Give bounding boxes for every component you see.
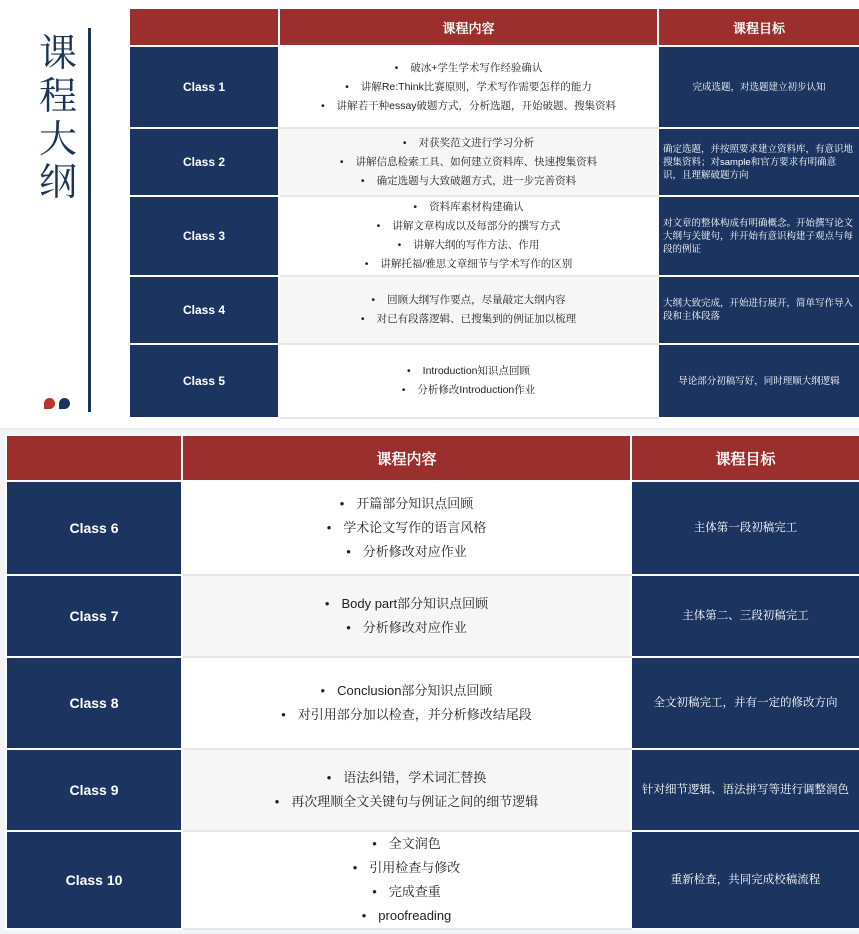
content-cell bbox=[182, 657, 631, 749]
content-bullet: • 对获奖范文进行学习分析 bbox=[280, 134, 657, 153]
content-bullet: • 资料库素材构建确认 bbox=[280, 198, 657, 217]
goal-cell: 大纲大致完成，开始进行展开，简单写作导入段和主体段落 bbox=[658, 276, 859, 344]
table-row bbox=[6, 657, 859, 749]
header-spacer bbox=[129, 8, 279, 46]
goal-cell: 重新检查，共同完成校稿流程 bbox=[631, 831, 859, 929]
content-cell bbox=[182, 481, 631, 575]
goal-cell: 针对细节逻辑、语法拼写等进行调整润色 bbox=[631, 749, 859, 831]
content-bullet: • 学术论文写作的语言风格 bbox=[183, 516, 630, 540]
goal-cell: 主体第一段初稿完工 bbox=[631, 481, 859, 575]
title-divider bbox=[88, 28, 91, 412]
red-dot-icon bbox=[44, 398, 55, 409]
class-label: Class 1 bbox=[129, 46, 279, 128]
class-label: Class 7 bbox=[6, 575, 182, 657]
goal-cell: 确定选题，并按照要求建立资料库，有意识地搜集资料；对sample和官方要求有明确意识，且理解破题方向 bbox=[658, 128, 859, 196]
content-bullet: • 完成查重 bbox=[183, 880, 630, 904]
content-bullet: • 全文润色 bbox=[183, 832, 630, 856]
slide-title: 课程大纲 bbox=[38, 31, 77, 204]
content-cell bbox=[279, 46, 658, 128]
table-row bbox=[6, 831, 859, 929]
class-label: Class 5 bbox=[129, 344, 279, 418]
class-label: Class 3 bbox=[129, 196, 279, 276]
content-bullet: • 分析修改对应作业 bbox=[183, 540, 630, 564]
content-bullet: • 引用检查与修改 bbox=[183, 856, 630, 880]
table-row bbox=[6, 749, 859, 831]
content-bullet: • 对引用部分加以检查，并分析修改结尾段 bbox=[183, 703, 630, 727]
content-bullet: • 讲解托福/雅思文章细节与学术写作的区别 bbox=[280, 255, 657, 274]
content-bullet: • 讲解Re:Think比赛原则，学术写作需要怎样的能力 bbox=[280, 78, 657, 97]
class-label: Class 2 bbox=[129, 128, 279, 196]
header-goal: 课程目标 bbox=[631, 435, 859, 481]
content-bullet: • 对已有段落逻辑、已搜集到的例证加以梳理 bbox=[280, 310, 657, 329]
table-row bbox=[6, 575, 859, 657]
header-content: 课程内容 bbox=[279, 8, 658, 46]
class-label: Class 6 bbox=[6, 481, 182, 575]
content-bullet: • Body part部分知识点回顾 bbox=[183, 592, 630, 616]
content-bullet: • proofreading bbox=[183, 904, 630, 928]
content-cell bbox=[182, 749, 631, 831]
sidebar bbox=[0, 0, 128, 428]
class-label: Class 9 bbox=[6, 749, 182, 831]
goal-cell: 对文章的整体构成有明确概念。开始撰写论文大纲与关键句，并开始有意识构建子观点与每段的例证 bbox=[658, 196, 859, 276]
content-bullet: • 语法纠错，学术词汇替换 bbox=[183, 766, 630, 790]
content-bullet: • 分析修改对应作业 bbox=[183, 616, 630, 640]
goal-cell: 导论部分初稿写好，同时理顺大纲逻辑 bbox=[658, 344, 859, 418]
content-bullet: • 讲解信息检索工具、如何建立资料库、快速搜集资料 bbox=[280, 153, 657, 172]
content-bullet: • 分析修改Introduction作业 bbox=[280, 381, 657, 400]
content-bullet: • Introduction知识点回顾 bbox=[280, 362, 657, 381]
content-bullet: • 开篇部分知识点回顾 bbox=[183, 492, 630, 516]
content-cell bbox=[279, 344, 658, 418]
content-cell bbox=[279, 196, 658, 276]
header-content: 课程内容 bbox=[182, 435, 631, 481]
table-row bbox=[129, 276, 859, 344]
content-cell bbox=[279, 276, 658, 344]
syllabus-table-top bbox=[128, 7, 859, 419]
class-label: Class 4 bbox=[129, 276, 279, 344]
content-bullet: • 再次理顺全文关键句与例证之间的细节逻辑 bbox=[183, 790, 630, 814]
goal-cell: 完成选题，对选题建立初步认知 bbox=[658, 46, 859, 128]
content-bullet: • 讲解文章构成以及每部分的撰写方式 bbox=[280, 217, 657, 236]
content-cell bbox=[279, 128, 658, 196]
table-row bbox=[6, 481, 859, 575]
table-row bbox=[129, 196, 859, 276]
content-bullet: • 讲解若干种essay破题方式，分析选题，开始破题、搜集资料 bbox=[280, 97, 657, 116]
table-row bbox=[129, 128, 859, 196]
class-label: Class 8 bbox=[6, 657, 182, 749]
goal-cell: 主体第二、三段初稿完工 bbox=[631, 575, 859, 657]
class-label: Class 10 bbox=[6, 831, 182, 929]
goal-cell: 全文初稿完工，并有一定的修改方向 bbox=[631, 657, 859, 749]
syllabus-table-bottom bbox=[5, 434, 859, 930]
content-bullet: • Conclusion部分知识点回顾 bbox=[183, 679, 630, 703]
content-bullet: • 回顾大纲写作要点，尽量敲定大纲内容 bbox=[280, 291, 657, 310]
content-bullet: • 破冰+学生学术写作经验确认 bbox=[280, 59, 657, 78]
table-row bbox=[129, 46, 859, 128]
content-bullet: • 确定选题与大致破题方式，进一步完善资料 bbox=[280, 172, 657, 191]
content-bullet: • 讲解大纲的写作方法、作用 bbox=[280, 236, 657, 255]
table-row bbox=[129, 344, 859, 418]
bottom-slide bbox=[0, 430, 859, 934]
top-slide bbox=[0, 0, 859, 428]
navy-dot-icon bbox=[59, 398, 70, 409]
content-cell bbox=[182, 831, 631, 929]
content-cell bbox=[182, 575, 631, 657]
header-goal: 课程目标 bbox=[658, 8, 859, 46]
header-spacer bbox=[6, 435, 182, 481]
